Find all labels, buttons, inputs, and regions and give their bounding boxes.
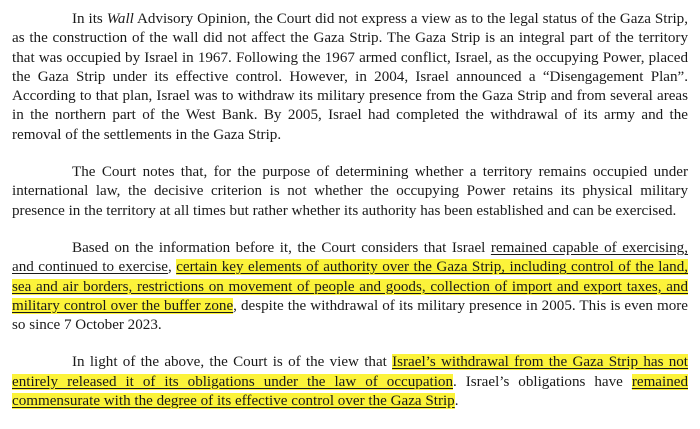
paragraph-wall-opinion	[12, 10, 688, 145]
paragraph-text: Based on the information before it, the Court considers that Israel	[72, 239, 491, 256]
paragraph-text: .	[454, 393, 459, 410]
highlighted-phrase: Israel’s withdrawal from the Gaza Strip has not entirely released it of its obligations under the law of occupation	[12, 354, 688, 390]
wall-italic-term: Wall	[106, 11, 134, 27]
paragraph-text: , despite the withdrawal of its military presence in 2005. This is even more so since 7 October 2023.	[12, 297, 688, 334]
paragraph-text: . Israel’s obligations have	[453, 373, 632, 390]
highlighted-phrase: certain key elements of authority over the Gaza Strip, including control of the land, sea and air borders, restrictions on movement of people and goods, collection of import and export taxes, and military control over the buffer zone	[12, 259, 689, 314]
underlined-phrase: remained capable of exercising, and continued to exercise	[12, 239, 689, 276]
paragraph-key-elements	[12, 239, 688, 335]
paragraph-obligations	[12, 353, 688, 411]
document-page	[12, 10, 688, 429]
paragraph-text: The Court notes that, for the purpose of determining whether a territory remains occupied under international law, the decisive criterion is not whether the occupying Power retains its physical military presence in the territory at all times but rather whether its authority has been established and can be exercised.	[12, 164, 688, 219]
paragraph-text: In its	[72, 11, 107, 27]
paragraph-text: ,	[167, 259, 177, 276]
highlighted-phrase: remained commensurate with the degree of its effective control over the Gaza Strip	[12, 373, 688, 410]
paragraph-decisive-criterion	[12, 163, 688, 221]
paragraph-text: In light of the above, the Court is of the view that	[72, 354, 393, 371]
paragraph-text: Advisory Opinion, the Court did not express a view as to the legal status of the Gaza Strip, as the construction of the wall did not affect the Gaza Strip. The Gaza Strip is an integral part of the territory that was occupied by Israel in 1967. Following the 1967 armed conflict, Israel, as the occupying Power, placed the Gaza Strip under its effective control. However, in 2004, Israel announced a “Disengagement Plan”. According to that plan, Israel was to withdraw its military presence from the Gaza Strip and from several areas in the northern part of the West Bank. By 2005, Israel had completed the withdrawal of its army and the removal of the settlements in the Gaza Strip.	[12, 11, 688, 143]
